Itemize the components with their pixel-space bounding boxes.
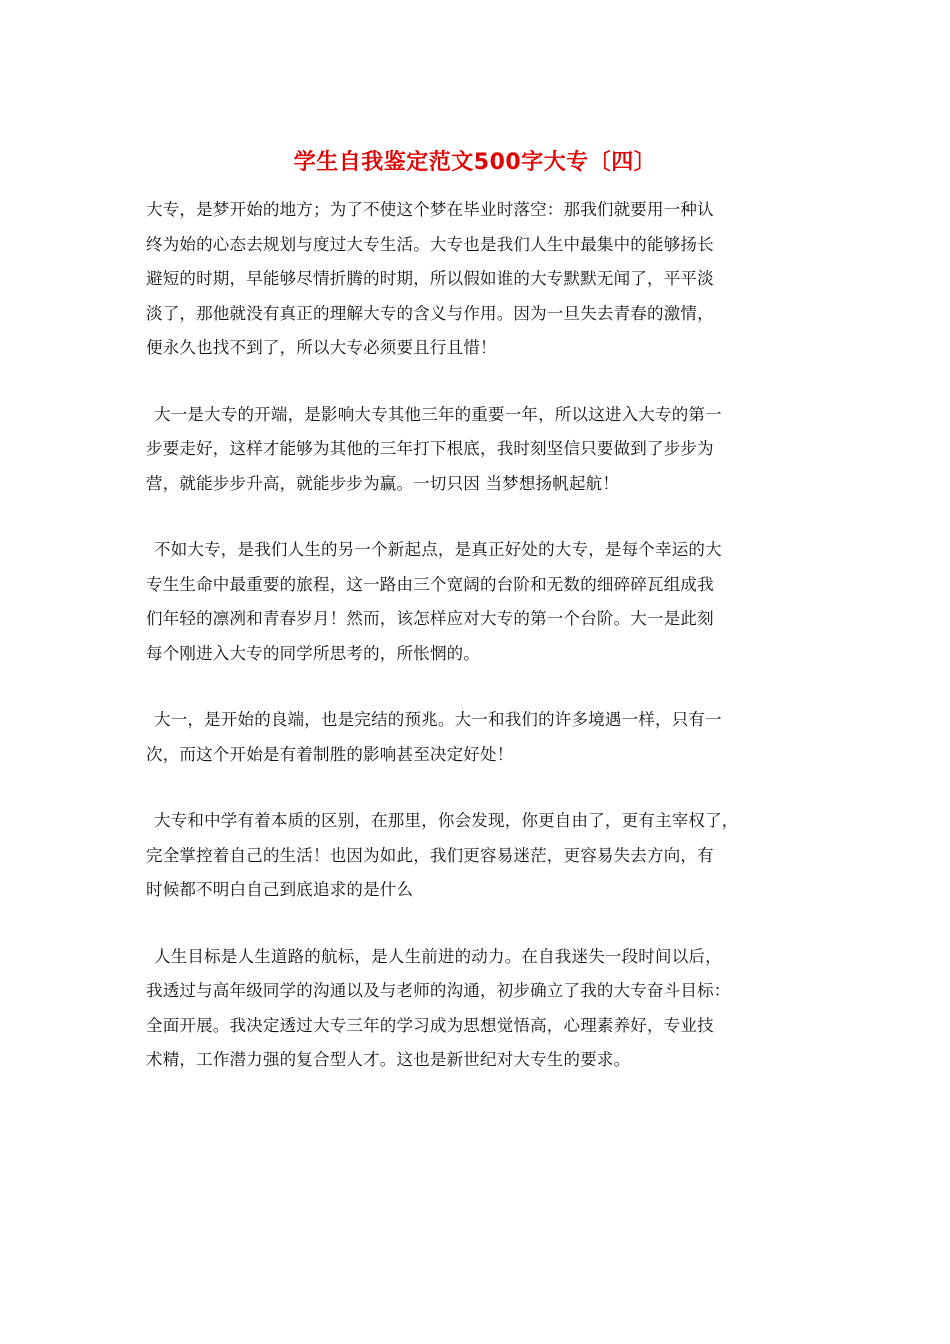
paragraph-line: 终为始的心态去规划与度过大专生活。大专也是我们人生中最集中的能够扬长 bbox=[146, 234, 714, 254]
paragraph-3 bbox=[146, 533, 816, 671]
paragraph-line: 完全掌控着自己的生活！也因为如此，我们更容易迷茫，更容易失去方向，有 bbox=[146, 845, 714, 865]
paragraph-line: 时候都不明白自己到底追求的是什么 bbox=[146, 880, 414, 899]
paragraph-2 bbox=[146, 398, 816, 502]
paragraph-line: 大专，是梦开始的地方；为了不使这个梦在毕业时落空：那我们就要用一种认 bbox=[146, 200, 714, 219]
paragraph-line: 我透过与高年级同学的沟通以及与老师的沟通，初步确立了我的大专奋斗目标： bbox=[146, 981, 731, 1000]
paragraph-line: 术精，工作潜力强的复合型人才。这也是新世纪对大专生的要求。 bbox=[146, 1050, 631, 1069]
paragraph-line: 大一，是开始的良端，也是完结的预兆。大一和我们的许多境遇一样，只有一 bbox=[154, 710, 722, 729]
paragraph-4 bbox=[146, 703, 816, 772]
document-title: 学生自我鉴定范文500字大专〔四〕 bbox=[293, 150, 657, 175]
paragraph-line: 淡了，那他就没有真正的理解大专的含义与作用。因为一旦失去青春的激情， bbox=[146, 303, 714, 323]
paragraph-line: 步要走好，这样才能够为其他的三年打下根底，我时刻坚信只要做到了步步为 bbox=[146, 439, 714, 458]
paragraph-line: 们年轻的凛冽和青春岁月！然而，该怎样应对大专的第一个台阶。大一是此刻 bbox=[146, 609, 714, 628]
paragraph-line: 专生生命中最重要的旅程，这一路由三个宽阔的台阶和无数的细碎碎瓦组成我 bbox=[146, 574, 714, 594]
paragraph-line: 大一是大专的开端，是影响大专其他三年的重要一年，所以这进入大专的第一 bbox=[154, 404, 722, 424]
paragraph-line: 营，就能步步升高，就能步步为赢。一切只因 当梦想扬帆起航！ bbox=[146, 473, 620, 493]
paragraph-line: 大专和中学有着本质的区别，在那里，你会发现，你更自由了，更有主宰权了， bbox=[154, 811, 739, 830]
paragraph-line: 避短的时期，早能够尽情折腾的时期，所以假如谁的大专默默无闻了，平平淡 bbox=[146, 269, 714, 288]
paragraph-line: 次，而这个开始是有着制胜的影响甚至决定好处！ bbox=[146, 744, 514, 764]
paragraph-line: 不如大专，是我们人生的另一个新起点，是真正好处的大专，是每个幸运的大 bbox=[154, 540, 722, 559]
paragraph-line: 全面开展。我决定透过大专三年的学习成为思想觉悟高，心理素养好，专业技 bbox=[146, 1015, 714, 1035]
paragraph-line: 人生目标是人生道路的航标，是人生前进的动力。在自我迷失一段时间以后， bbox=[154, 946, 722, 966]
paragraph-6 bbox=[146, 940, 816, 1078]
document-body bbox=[146, 193, 816, 1110]
paragraph-1 bbox=[146, 193, 816, 366]
paragraph-line: 每个刚进入大专的同学所思考的，所怅惘的。 bbox=[146, 643, 480, 663]
paragraph-line: 便永久也找不到了，所以大专必须要且行且惜！ bbox=[146, 338, 497, 357]
paragraph-5 bbox=[146, 804, 816, 908]
